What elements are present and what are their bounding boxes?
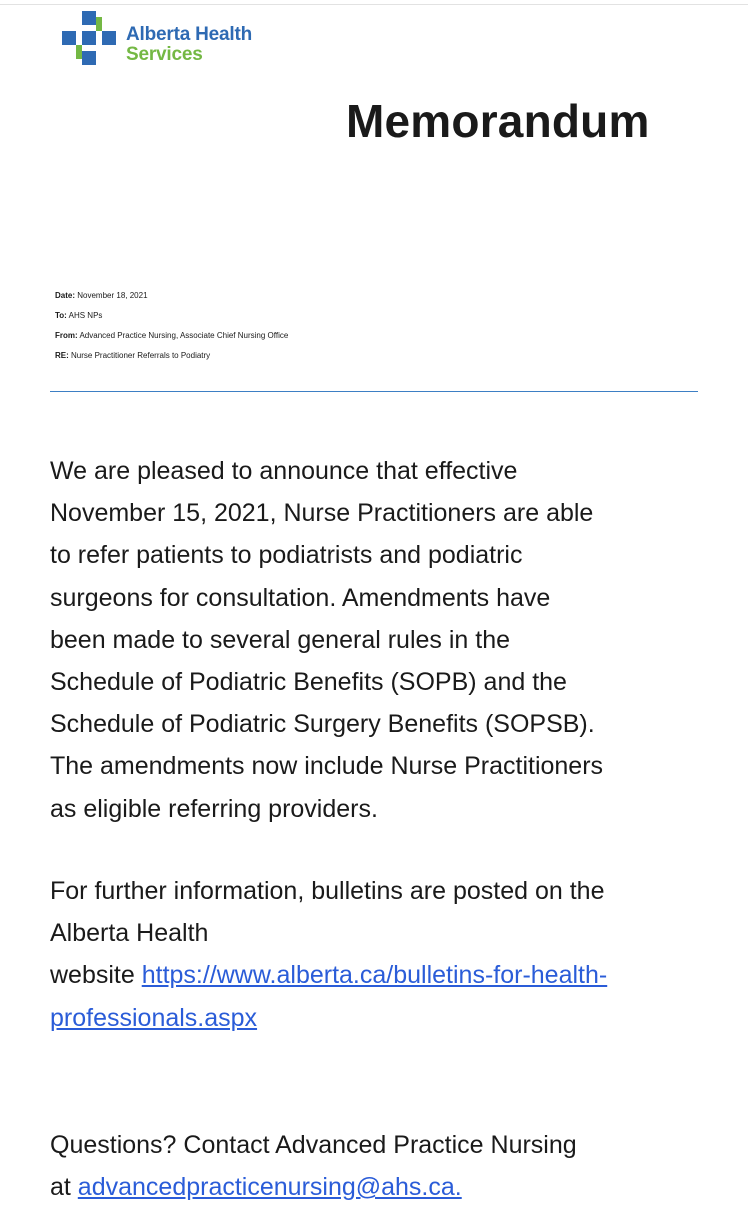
ahs-logo [62, 11, 262, 67]
announcement-paragraph [50, 450, 710, 830]
memo-header-fields [55, 286, 288, 366]
para1-line: as eligible referring providers. [50, 794, 378, 823]
para1-line: We are pleased to announce that effective [50, 457, 518, 485]
logo-line-2: Services [126, 44, 203, 65]
meta-re [55, 346, 288, 366]
meta-re-value: Nurse Practitioner Referrals to Podiatry [71, 351, 211, 360]
para1-line: November 15, 2021, Nurse Practitioners are able [50, 499, 594, 528]
logo-wordmark [126, 25, 252, 65]
para2-line: For further information, bulletins are posted on the [50, 877, 605, 905]
para3-line: Questions? Contact Advanced Practice Nursing [50, 1131, 577, 1159]
meta-date [55, 286, 288, 306]
para1-line: been made to several general rules in the [50, 625, 511, 654]
meta-to [55, 306, 288, 326]
para1-line: Schedule of Podiatric Benefits (SOPB) and the [50, 668, 567, 697]
meta-to-label: To: [55, 311, 67, 320]
top-divider [0, 4, 748, 5]
bulletins-link[interactable]: https://www.alberta.ca/bulletins-for-health- [141, 961, 608, 990]
para2-line: Alberta Health [50, 919, 209, 948]
para1-line: surgeons for consultation. Amendments have [50, 583, 551, 612]
website-prefix: website [50, 961, 142, 990]
para1-line: Schedule of Podiatric Surgery Benefits (SOPSB). [50, 710, 595, 739]
para3-email-line [50, 1166, 710, 1208]
para1-line: The amendments now include Nurse Practitioners [50, 752, 604, 781]
contact-email-link[interactable]: advancedpracticenursing@ahs.ca. [77, 1173, 462, 1202]
para1-line: to refer patients to podiatrists and podiatric [50, 541, 523, 570]
meta-from-value: Advanced Practice Nursing, Associate Chief Nursing Office [79, 331, 289, 340]
meta-from [55, 326, 288, 346]
meta-re-label: RE: [55, 351, 69, 360]
contact-paragraph [50, 1124, 710, 1208]
meta-from-label: From: [55, 331, 78, 340]
para2-link-line [50, 997, 710, 1039]
meta-to-value: AHS NPs [68, 311, 103, 320]
info-paragraph [50, 870, 710, 1039]
meta-date-label: Date: [55, 291, 76, 300]
memo-title: Memorandum [346, 95, 650, 147]
email-prefix: at [50, 1173, 78, 1202]
cross-logo-icon [62, 11, 118, 67]
meta-date-value: November 18, 2021 [77, 291, 148, 300]
logo-line-1: Alberta Health [126, 24, 253, 45]
bulletins-link-continued[interactable]: professionals.aspx [50, 1003, 258, 1032]
header-divider [50, 391, 698, 392]
para2-link-line [50, 954, 710, 996]
